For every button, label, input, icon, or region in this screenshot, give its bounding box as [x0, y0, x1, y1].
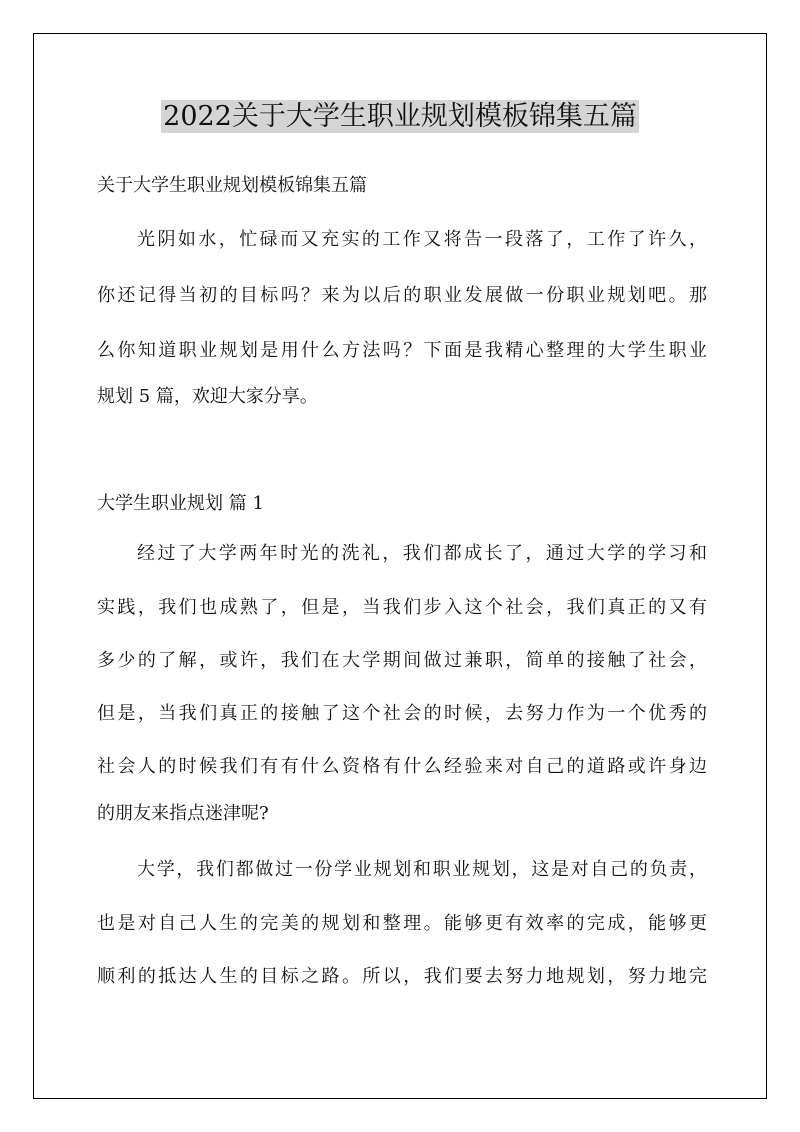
intro-line: 规划 5 篇，欢迎大家分享。 — [97, 386, 318, 407]
paragraph-line: 顺利的抵达人生的目标之路。所以，我们要去努力地规划，努力地完 — [97, 966, 707, 987]
document-title — [0, 97, 800, 137]
paragraph-line: 社会人的时候我们有有什么资格有什么经验来对自己的道路或许身边 — [97, 756, 707, 777]
paragraph-line: 大学，我们都做过一份学业规划和职业规划，这是对自己的负责， — [137, 859, 707, 880]
paragraph-line: 但是，当我们真正的接触了这个社会的时候，去努力作为一个优秀的 — [97, 703, 707, 724]
paragraph-line: 实践，我们也成熟了，但是，当我们步入这个社会，我们真正的又有 — [97, 597, 707, 618]
paragraph-line: 经过了大学两年时光的洗礼，我们都成长了，通过大学的学习和 — [137, 543, 707, 564]
intro-line: 你还记得当初的目标吗？来为以后的职业发展做一份职业规划吧。那 — [97, 285, 707, 306]
document-title-text: 2022关于大学生职业规划模板锦集五篇 — [163, 101, 637, 132]
document-subtitle: 关于大学生职业规划模板锦集五篇 — [97, 175, 367, 196]
paragraph-line: 多少的了解，或许，我们在大学期间做过兼职，简单的接触了社会， — [97, 650, 707, 671]
section-heading: 大学生职业规划 篇 1 — [97, 493, 264, 514]
intro-line: 么你知道职业规划是用什么方法吗？下面是我精心整理的大学生职业 — [97, 340, 707, 361]
intro-line: 光阴如水，忙碌而又充实的工作又将告一段落了，工作了许久， — [137, 229, 707, 250]
paragraph-line: 的朋友来指点迷津呢? — [97, 803, 269, 824]
paragraph-line: 也是对自己人生的完美的规划和整理。能够更有效率的完成，能够更 — [97, 913, 707, 934]
